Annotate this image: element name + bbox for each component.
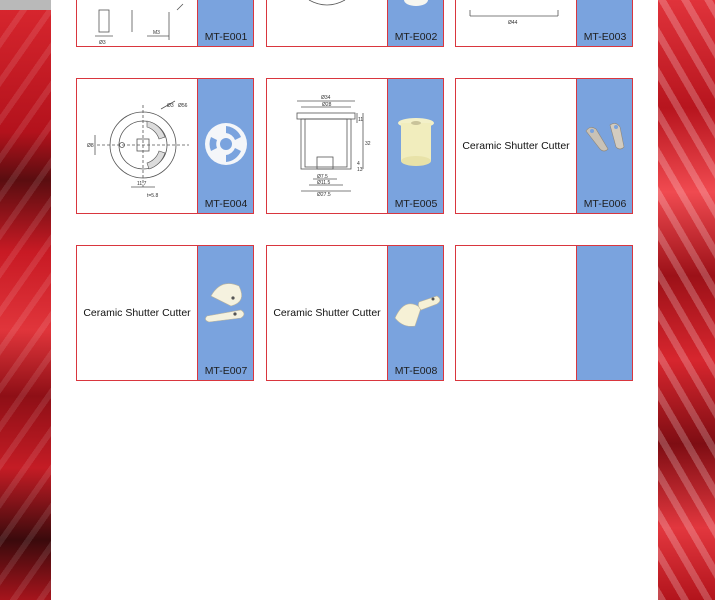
product-card-mt-e003[interactable] xyxy=(455,0,633,47)
photo-pane xyxy=(197,246,254,380)
shutter-cutter-photo xyxy=(391,292,443,336)
dim-label: 4 xyxy=(357,161,360,167)
dim-label: 32 xyxy=(365,141,371,147)
label-pane xyxy=(77,246,197,380)
product-card-mt-e008[interactable] xyxy=(266,245,444,381)
product-code: MT-E006 xyxy=(583,198,627,210)
dim-label: Ø11.5 xyxy=(317,180,331,186)
photo-pane xyxy=(576,0,633,46)
dim-label: Ø56 xyxy=(178,103,188,109)
dim-label: Ø3 xyxy=(99,40,106,46)
product-code: MT-E008 xyxy=(394,365,438,377)
technical-drawing-mt-e002 xyxy=(267,0,387,46)
product-card-mt-e004[interactable] xyxy=(76,78,254,214)
photo-pane xyxy=(576,79,633,213)
product-code: MT-E007 xyxy=(204,365,248,377)
product-card-empty xyxy=(455,245,633,381)
technical-drawing-mt-e001 xyxy=(77,0,197,46)
drawing-pane xyxy=(267,79,387,213)
left-decorative-border xyxy=(0,0,51,600)
label-pane xyxy=(267,246,387,380)
dim-label: Ø44 xyxy=(508,20,518,26)
product-card-mt-e005[interactable] xyxy=(266,78,444,214)
dim-label: 11.7 xyxy=(137,181,147,187)
product-card-mt-e001[interactable] xyxy=(76,0,254,47)
technical-drawing-mt-e004 xyxy=(77,79,197,213)
product-card-mt-e002[interactable] xyxy=(266,0,444,47)
product-code: MT-E002 xyxy=(394,31,438,43)
photo-pane xyxy=(197,79,254,213)
product-label: Ceramic Shutter Cutter xyxy=(83,307,191,319)
product-card-mt-e007[interactable] xyxy=(76,245,254,381)
dim-label: Ø8 xyxy=(87,143,94,149)
shutter-cutter-photo xyxy=(201,276,251,328)
dim-label: Ø7.5 xyxy=(317,174,328,180)
dim-label: 13 xyxy=(357,167,363,173)
photo-pane xyxy=(576,246,633,380)
dim-label: 11 xyxy=(358,117,364,123)
product-label: Ceramic Shutter Cutter xyxy=(462,140,570,152)
photo-pane xyxy=(197,0,254,46)
ceramic-bushing-photo xyxy=(391,115,441,171)
product-code: MT-E005 xyxy=(394,198,438,210)
ceramic-part-photo xyxy=(391,0,441,34)
product-card-mt-e006[interactable] xyxy=(455,78,633,214)
photo-pane xyxy=(387,79,444,213)
catalog-page xyxy=(51,0,658,600)
photo-pane xyxy=(387,246,444,380)
left-border-grey-strip xyxy=(0,0,51,10)
label-pane xyxy=(456,79,576,213)
shutter-cutter-photo xyxy=(580,119,630,165)
dim-label: Ø27.5 xyxy=(317,192,331,198)
dim-label: Ø3 xyxy=(167,103,174,109)
drawing-pane xyxy=(456,0,576,46)
product-code: MT-E003 xyxy=(583,31,627,43)
technical-drawing-mt-e003 xyxy=(456,0,576,46)
product-code: MT-E001 xyxy=(204,31,248,43)
drawing-pane xyxy=(267,0,387,46)
product-code: MT-E004 xyxy=(204,198,248,210)
product-label: Ceramic Shutter Cutter xyxy=(273,307,381,319)
dim-label: Ø34 xyxy=(321,95,331,101)
dim-label: Ø28 xyxy=(322,102,332,108)
dim-label: M3 xyxy=(153,30,160,36)
technical-drawing-mt-e005 xyxy=(267,79,387,213)
drawing-pane xyxy=(77,79,197,213)
dim-label: t=5.8 xyxy=(147,193,159,199)
photo-pane xyxy=(387,0,444,46)
right-decorative-border xyxy=(658,0,715,600)
drawing-pane xyxy=(77,0,197,46)
empty-pane xyxy=(456,246,576,380)
ceramic-wheel-photo xyxy=(201,119,251,169)
